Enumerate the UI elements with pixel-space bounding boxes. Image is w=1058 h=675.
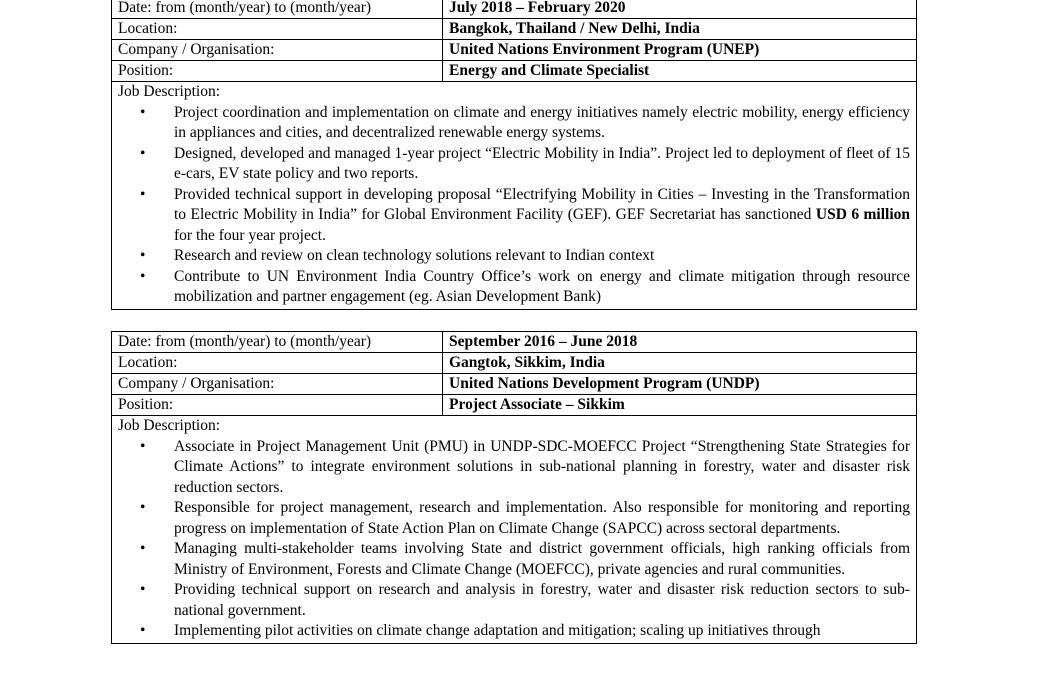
date-value: July 2018 – February 2020: [449, 0, 626, 16]
location-value: Bangkok, Thailand / New Delhi, India: [449, 20, 700, 37]
bullet-icon: •: [140, 103, 146, 121]
date-label: Date: from (month/year) to (month/year): [112, 332, 443, 352]
list-item: • Managing multi-stakeholder teams involving State and district government officials, high ranking officials from Ministry of Environment, Forests and Climate Change (MOEFCC), private agencies and rural communities.: [140, 540, 910, 578]
job-description: [112, 416, 916, 643]
date-row: [112, 332, 916, 353]
list-item: • Implementing pilot activities on climate change adaptation and mitigation; scaling up initiatives through: [118, 621, 910, 642]
position-row: [112, 61, 916, 82]
list-item: • Associate in Project Management Unit (PMU) in UNDP-SDC-MOEFCC Project “Strengthening State Strategies for Climate Actions” to integrate environment solutions in sub-national planning in forestry, water and disaster risk reduction sectors.: [140, 437, 910, 496]
job-entry-undp: [111, 331, 917, 644]
bullet-icon: •: [140, 267, 146, 285]
funding-amount: USD 6 million: [815, 206, 911, 223]
position-row: [112, 395, 916, 416]
list-item: • Provided technical support in developing proposal “Electrifying Mobility in Cities – Investing in the Transformation to Electric Mobility in India” for Global Environment Facility (GEF). GEF Secretariat has sanctioned USD 6 million for the four year project.: [140, 185, 911, 244]
list-item: • Project coordination and implementation on climate and energy initiatives namely electric mobility, energy efficiency in appliances and cities, and decentralized renewable energy systems.: [140, 103, 910, 141]
date-row: [112, 0, 916, 19]
job-entry-unep: [111, 0, 917, 310]
date-value: September 2016 – June 2018: [449, 333, 638, 350]
location-value: Gangtok, Sikkim, India: [449, 354, 605, 371]
bullet-icon: •: [140, 185, 146, 203]
job-description-label: Job Description:: [118, 417, 221, 434]
position-label: Position:: [112, 395, 443, 415]
location-row: [112, 353, 916, 374]
job-description-label: Job Description:: [118, 83, 221, 100]
location-label: Location:: [112, 353, 443, 373]
bullet-icon: •: [140, 581, 146, 598]
company-value: United Nations Development Program (UNDP): [449, 375, 760, 392]
company-label: Company / Organisation:: [112, 374, 443, 394]
company-row: [112, 374, 916, 395]
company-label: Company / Organisation:: [112, 40, 443, 60]
job-description-list: [118, 437, 910, 642]
position-value: Project Associate – Sikkim: [449, 396, 625, 413]
bullet-icon: •: [140, 540, 146, 557]
location-row: [112, 19, 916, 40]
date-label: Date: from (month/year) to (month/year): [112, 0, 443, 18]
list-item: • Providing technical support on research and analysis in forestry, water and disaster risk reduction sectors to sub-national government.: [140, 581, 910, 619]
position-value: Energy and Climate Specialist: [449, 62, 650, 79]
bullet-icon: •: [140, 499, 146, 516]
bullet-icon: •: [140, 247, 146, 264]
bullet-icon: •: [140, 144, 146, 162]
position-label: Position:: [112, 61, 443, 81]
job-description-list: [118, 103, 910, 308]
company-row: [112, 40, 916, 61]
location-label: Location:: [112, 19, 443, 39]
bullet-icon: •: [140, 622, 146, 639]
list-item: • Contribute to UN Environment India Country Office’s work on energy and climate mitigation through resource mobilization and partner engagement (eg. Asian Development Bank): [140, 267, 910, 305]
list-item: • Designed, developed and managed 1-year project “Electric Mobility in India”. Project led to deployment of fleet of 15 e-cars, EV state policy and two reports.: [140, 144, 910, 182]
list-item: • Responsible for project management, research and implementation. Also responsible for monitoring and reporting progress on implementation of State Action Plan on Climate Change (SAPCC) across sectoral departments.: [140, 499, 910, 537]
list-item: • Research and review on clean technology solutions relevant to Indian context: [118, 246, 910, 267]
company-value: United Nations Environment Program (UNEP): [449, 41, 760, 58]
job-description: [112, 82, 916, 309]
bullet-icon: •: [140, 437, 146, 455]
